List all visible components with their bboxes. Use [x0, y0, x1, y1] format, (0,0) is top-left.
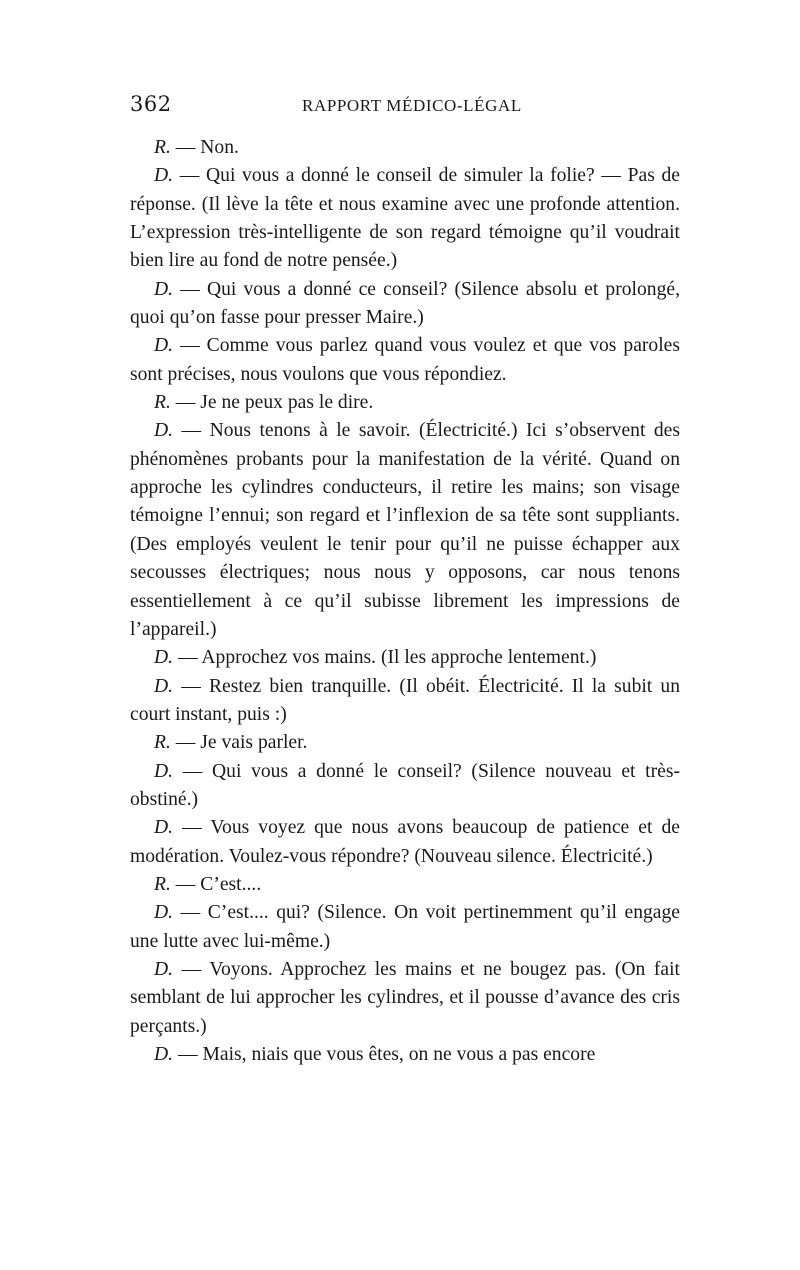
page-number: 362: [130, 92, 172, 116]
dialogue-line: [130, 389, 680, 417]
dialogue-line: [130, 673, 680, 730]
dialogue-text: — Je vais parler.: [170, 732, 308, 754]
speaker-label: D.: [154, 1044, 174, 1065]
dialogue-text: — Restez bien tranquille. (Il obéit. Électricité. Il la subit un court instant, puis :): [130, 675, 680, 725]
dialogue-text: — Qui vous a donné ce conseil? (Silence absolu et prolongé, quoi qu’on fasse pour presser Maire.): [130, 278, 680, 329]
dialogue-text: — Voyons. Approchez les mains et ne bougez pas. (On fait semblant de lui approcher les cylindres, et il pousse d’avance des cris perçants.): [130, 958, 680, 1037]
speaker-label: D.: [154, 760, 174, 782]
speaker-label: D.: [154, 335, 174, 357]
dialogue-text: — Qui vous a donné le conseil? (Silence nouveau et très-obstiné.): [130, 760, 680, 810]
page-header: [130, 92, 675, 122]
dialogue-text: — C’est.... qui? (Silence. On voit pertinemment qu’il engage une lutte avec lui-même.): [130, 902, 680, 952]
speaker-label: R.: [154, 732, 171, 754]
speaker-label: R.: [154, 392, 171, 414]
dialogue-line: [130, 417, 680, 644]
dialogue-text: — Qui vous a donné le conseil de simuler la folie? — Pas de réponse. (Il lève la tête et nous examine avec une profonde attention. L’expression très-intelligente de son regard témoigne qu’il voudrait bien lire au fond de notre pensée.): [130, 165, 680, 272]
dialogue-text: — Mais, niais que vous êtes, on ne vous a pas encore: [173, 1044, 596, 1065]
speaker-label: D.: [154, 902, 174, 924]
dialogue-line: [130, 134, 680, 162]
dialogue-line: [130, 644, 680, 672]
speaker-label: D.: [154, 420, 174, 442]
dialogue-line: [130, 332, 680, 389]
dialogue-line: [130, 899, 680, 956]
dialogue-text: — C’est....: [170, 873, 262, 895]
dialogue-text: — Comme vous parlez quand vous voulez et que vos paroles sont précises, nous voulons que vous répondiez.: [130, 335, 680, 385]
dialogue-text: — Vous voyez que nous avons beaucoup de patience et de modération. Voulez-vous répondre? (Nouveau silence. Électricité.): [130, 817, 680, 867]
dialogue-text: — Nous tenons à le savoir. (Électricité.) Ici s’observent des phénomènes probants pour la manifestation de la vérité. Quand on approche les cylindres conducteurs, il retire les mains; son visage témoigne l’ennui; son regard et l’inflexion de sa tête sont suppliants. (Des employés veulent le tenir pour qu’il ne puisse échapper aux secousses électriques; nous nous y opposons, car nous tenons essentiellement à ce qu’il subisse librement les impressions de l’appareil.): [130, 420, 680, 640]
dialogue-text: — Non.: [170, 137, 239, 158]
speaker-label: R.: [154, 137, 171, 158]
dialogue-line: [130, 871, 680, 899]
dialogue-line: [130, 162, 680, 275]
dialogue-line: [130, 276, 680, 333]
dialogue-line: [130, 814, 680, 871]
dialogue-line: [130, 758, 680, 815]
speaker-label: D.: [154, 958, 174, 980]
body-text: [130, 134, 680, 1069]
dialogue-line: [130, 956, 680, 1041]
speaker-label: D.: [154, 647, 174, 669]
speaker-label: D.: [154, 675, 174, 697]
speaker-label: D.: [154, 278, 174, 300]
speaker-label: D.: [154, 817, 174, 839]
dialogue-line: [130, 729, 680, 757]
speaker-label: R.: [154, 873, 171, 895]
speaker-label: D.: [154, 165, 174, 187]
dialogue-text: — Je ne peux pas le dire.: [170, 392, 374, 414]
dialogue-text: — Approchez vos mains. (Il les approche lentement.): [173, 647, 597, 669]
dialogue-line: [130, 1041, 680, 1069]
running-title: RAPPORT MÉDICO-LÉGAL: [302, 96, 522, 115]
